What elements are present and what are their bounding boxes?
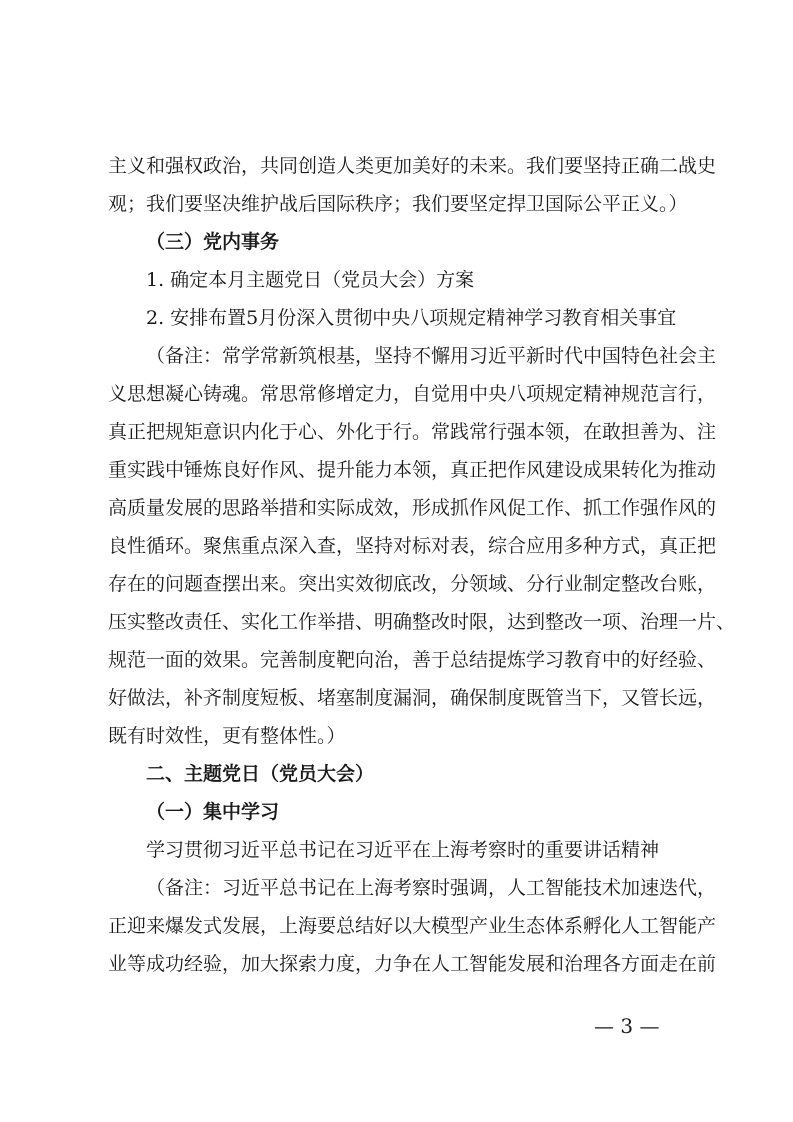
text-line: 主义和强权政治，共同创造人类更加美好的未来。我们要坚持正确二战史 [108,155,717,177]
text-line: 压实整改责任、实化工作举措、明确整改时限，达到整改一项、治理一片、 [108,611,736,633]
text-line: 存在的问题查摆出来。突出实效彻底改，分领域、分行业制定整改台账， [108,573,717,595]
text-line: 重实践中锤炼良好作风、提升能力本领，真正把作风建设成果转化为推动 [108,459,717,481]
text-line: （备注：常学常新筑根基，坚持不懈用习近平新时代中国特色社会主 [146,345,717,367]
section-heading: （一）集中学习 [146,801,280,823]
text-line: 2. 安排布置5月份深入贯彻中央八项规定精神学习教育相关事宜 [146,307,677,329]
text-line: 高质量发展的思路举措和实际成效，形成抓作风促工作、抓工作强作风的 [108,497,717,519]
section-heading: （三）党内事务 [146,231,280,253]
text-line: 真正把规矩意识内化于心、外化于行。常践常行强本领，在敢担善为、注 [108,421,717,443]
section-heading: 二、主题党日（党员大会） [146,763,375,785]
text-line: 规范一面的效果。完善制度靶向治，善于总结提炼学习教育中的好经验、 [108,649,717,671]
text-line: 业等成功经验，加大探索力度，力争在人工智能发展和治理各方面走在前 [108,953,717,975]
text-line: 良性循环。聚焦重点深入查，坚持对标对表，综合应用多种方式，真正把 [108,535,717,557]
text-line: 观；我们要坚决维护战后国际秩序；我们要坚定捍卫国际公平正义。） [108,193,688,215]
text-line: （备注：习近平总书记在上海考察时强调，人工智能技术加速迭代， [146,877,717,899]
text-line: 既有时效性，更有整体性。） [108,725,346,747]
text-line: 1. 确定本月主题党日（党员大会）方案 [146,269,475,291]
page-number: — 3 — [594,1014,660,1038]
text-line: 好做法，补齐制度短板、堵塞制度漏洞，确保制度既管当下，又管长远， [108,687,717,709]
text-line: 义思想凝心铸魂。常思常修增定力，自觉用中央八项规定精神规范言行， [108,383,717,405]
text-line: 正迎来爆发式发展，上海要总结好以大模型产业生态体系孵化人工智能产 [108,915,717,937]
text-line: 学习贯彻习近平总书记在习近平在上海考察时的重要讲话精神 [146,839,660,861]
